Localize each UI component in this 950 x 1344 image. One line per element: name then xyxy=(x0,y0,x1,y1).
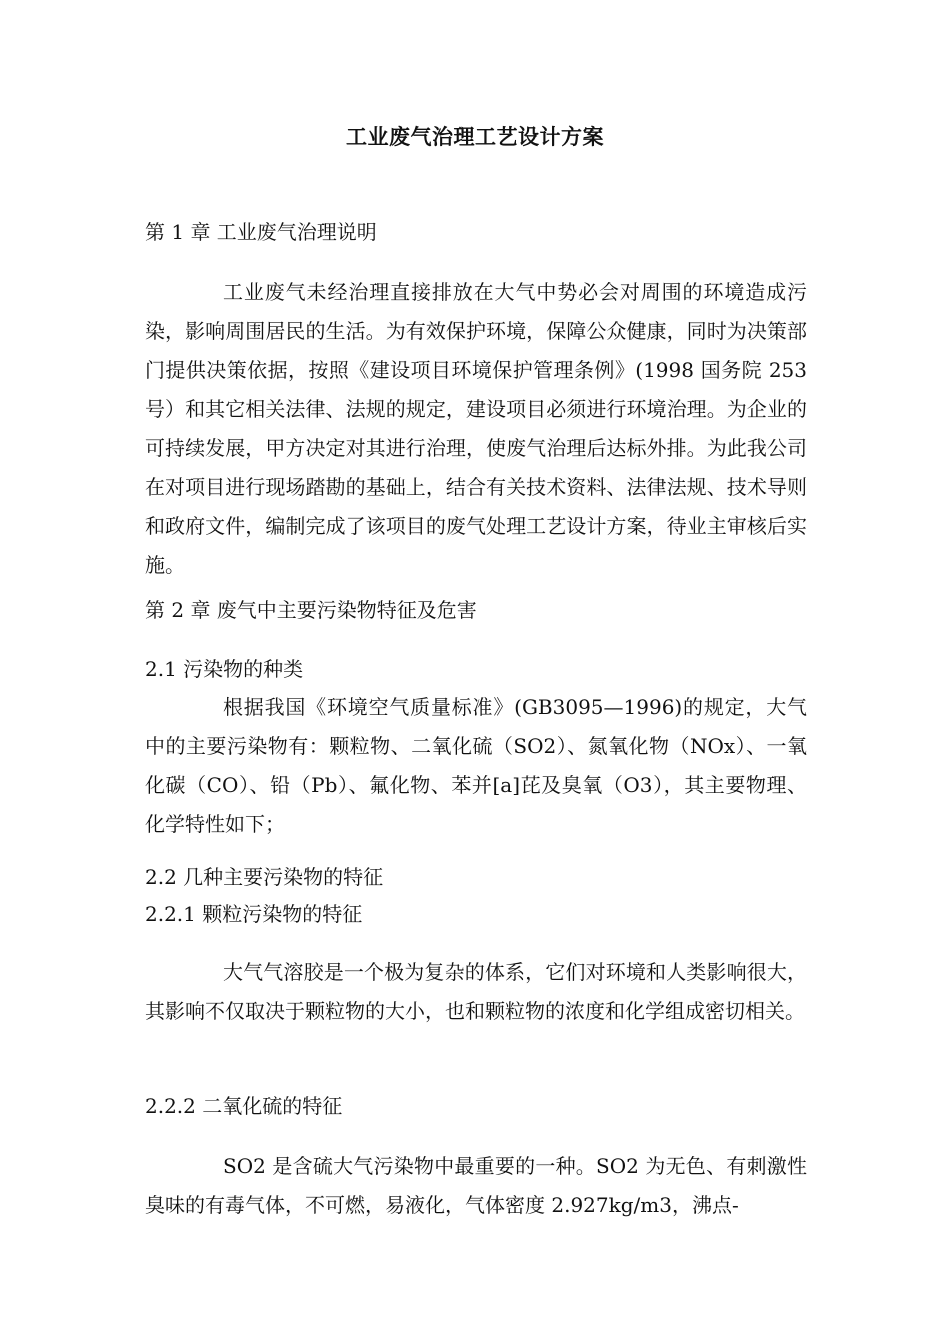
chapter-1-heading: 第 1 章 工业废气治理说明 xyxy=(145,220,377,244)
section-2-1-heading: 2.1 污染物的种类 xyxy=(145,657,304,681)
section-2-2-heading: 2.2 几种主要污染物的特征 xyxy=(145,865,384,889)
chapter-2-heading: 第 2 章 废气中主要污染物特征及危害 xyxy=(145,598,477,622)
chapter-1-paragraph: 工业废气未经治理直接排放在大气中势必会对周围的环境造成污染，影响周围居民的生活。为有效保护环境，保障公众健康，同时为决策部门提供决策依据，按照《建设项目环境保护管理条例》(1998 国务院 253 号）和其它相关法律、法规的规定，建设项目必须进行环境治理。为企业的可持续发展，甲方决定对其进行治理，使废气治理后达标外排。为此我公司在对项目进行现场踏勘的基础上，结合有关技术资料、法律法规、技术导则和政府文件，编制完成了该项目的废气处理工艺设计方案，待业主审核后实施。 xyxy=(145,280,807,577)
subsection-2-2-2-paragraph: SO2 是含硫大气污染物中最重要的一种。SO2 为无色、有刺激性臭味的有毒气体，不可燃，易液化，气体密度 2.927kg/m3，沸点- xyxy=(145,1154,807,1217)
subsection-2-2-1-paragraph: 大气气溶胶是一个极为复杂的体系，它们对环境和人类影响很大，其影响不仅取决于颗粒物的大小，也和颗粒物的浓度和化学组成密切相关。 xyxy=(145,960,807,1023)
section-2-1-paragraph: 根据我国《环境空气质量标准》(GB3095—1996)的规定，大气中的主要污染物有：颗粒物、二氧化硫（SO2）、氮氧化物（NOx）、一氧化碳（CO）、铅（Pb）、氟化物、苯并[a]芘及臭氧（O3），其主要物理、化学特性如下； xyxy=(145,695,807,836)
subsection-2-2-1-heading: 2.2.1 颗粒污染物的特征 xyxy=(145,902,363,926)
subsection-2-2-2-heading: 2.2.2 二氧化硫的特征 xyxy=(145,1094,343,1118)
document-title: 工业废气治理工艺设计方案 xyxy=(346,124,604,149)
